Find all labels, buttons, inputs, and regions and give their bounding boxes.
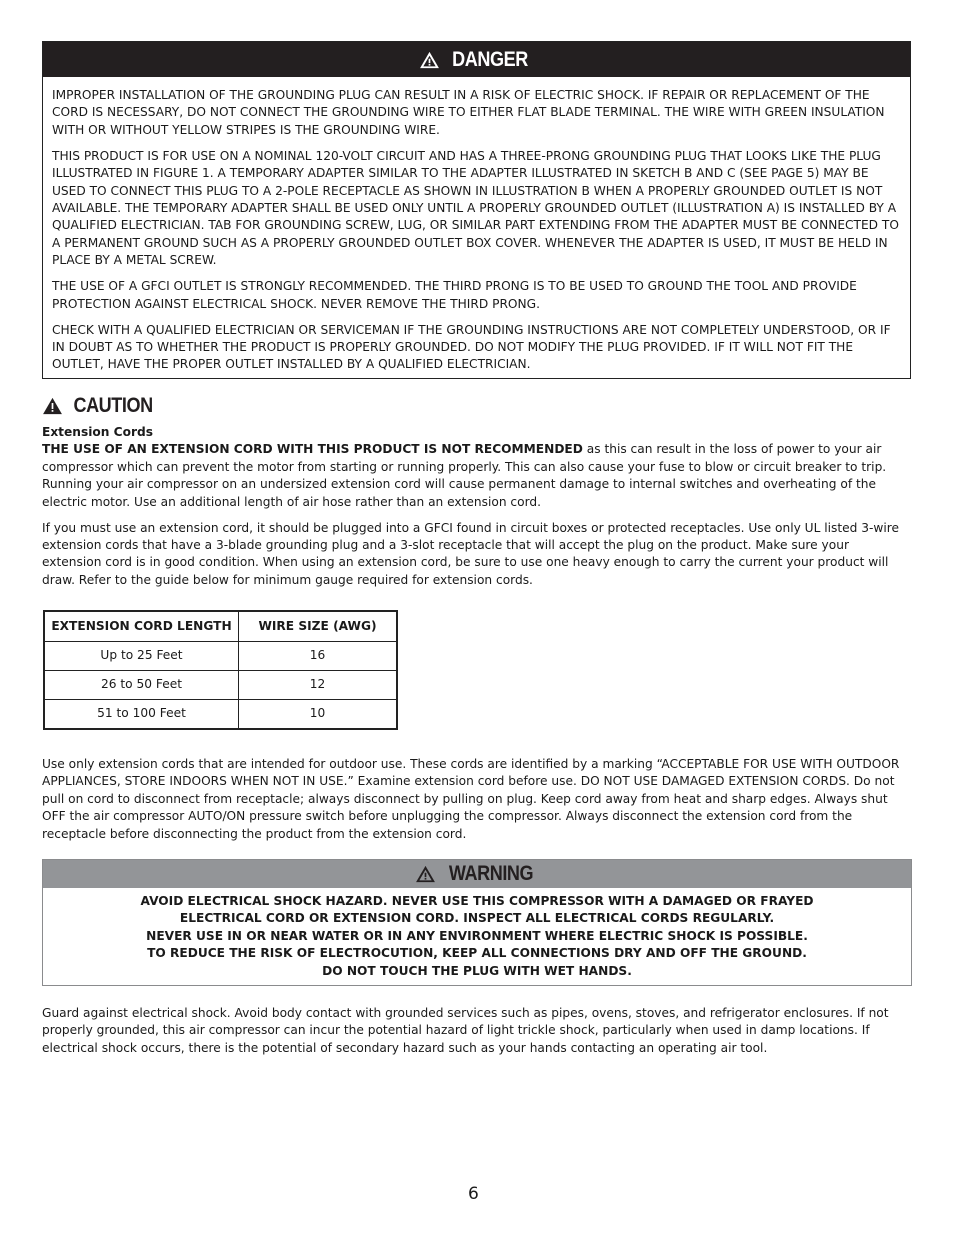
table-row — [44, 700, 397, 730]
outdoor-paragraph: Use only extension cords that are intended for outdoor use. These cords are identified by a marking “ACCEPTABLE FOR USE WITH OUTDOOR APPLIANCES, STORE INDOORS WHEN NOT IN USE.” Examine extension cord before use. DO NOT USE DAMAGED EXTENSION CORDS. Do not pull on cord to disconnect from receptacle; always disconnect by pulling on plug. Keep cord away from heat and sharp edges. Always shut OFF the air compressor AUTO/ON pressure switch before unplugging the compressor. Always disconnect the extension cord from the receptacle before disconnecting the product from the extension cord. — [42, 757, 900, 841]
table-header-row — [44, 611, 397, 642]
caution-title: CAUTION — [73, 394, 153, 418]
section-subheading: Extension Cords — [42, 425, 153, 439]
danger-title: DANGER — [452, 47, 528, 71]
caution-header — [42, 394, 159, 418]
table-cell: Up to 25 Feet — [44, 642, 239, 671]
table-cell: 51 to 100 Feet — [44, 700, 239, 730]
danger-paragraph: THE USE OF A GFCI OUTLET IS STRONGLY RECOMMENDED. THE THIRD PRONG IS TO BE USED TO GROUND THE TOOL AND PROVIDE PROTECTION AGAINST ELECTRICAL SHOCK. NEVER REMOVE THE THIRD PRONG. — [52, 279, 857, 311]
warning-triangle-icon — [42, 397, 63, 415]
outdoor-use-section — [42, 756, 912, 843]
guard-section — [42, 1005, 912, 1057]
danger-paragraph: IMPROPER INSTALLATION OF THE GROUNDING PLUG CAN RESULT IN A RISK OF ELECTRIC SHOCK. IF REPAIR OR REPLACEMENT OF THE CORD IS NECESSARY, DO NOT CONNECT THE GROUNDING WIRE TO EITHER FLAT BLADE TERMINAL. THE WIRE WITH GREEN INSULATION WITH OR WITHOUT YELLOW STRIPES IS THE GROUNDING WIRE. — [52, 88, 885, 137]
warning-box — [42, 859, 912, 986]
column-header: EXTENSION CORD LENGTH — [44, 611, 239, 642]
danger-header — [43, 42, 910, 77]
warning-line: ELECTRICAL CORD OR EXTENSION CORD. INSPECT ALL ELECTRICAL CORDS REGULARLY. — [179, 911, 775, 926]
danger-paragraph: THIS PRODUCT IS FOR USE ON A NOMINAL 120-VOLT CIRCUIT AND HAS A THREE-PRONG GROUNDING PLUG THAT LOOKS LIKE THE PLUG ILLUSTRATED IN FIGURE 1. A TEMPORARY ADAPTER SIMILAR TO THE ADAPTER ILLUSTRATED IN SKETCH B AND C (SEE PAGE 5) MAY BE USED TO CONNECT THIS PLUG TO A 2-POLE RECEPTACLE AS SHOWN IN ILLUSTRATION B WHEN A PROPERLY GROUNDED OUTLET IS NOT AVAILABLE. THE TEMPORARY ADAPTER SHALL BE USED ONLY UNTIL A PROPERLY GROUNDED OUTLET (ILLUSTRATION A) IS INSTALLED BY A QUALIFIED ELECTRICIAN. TAB FOR GROUNDING SCREW, LUG, OR SIMILAR PART EXTENDING FROM THE ADAPTER MUST BE CONNECTED TO A PERMANENT GROUND SUCH AS A PROPERLY GROUNDED OUTLET BOX COVER. WHENEVER THE ADAPTER IS USED, IT MUST BE HELD IN PLACE BY A METAL SCREW. — [52, 148, 899, 268]
table-row — [44, 671, 397, 700]
warning-body — [43, 888, 911, 980]
danger-box — [42, 41, 911, 379]
warning-triangle-icon — [419, 51, 440, 69]
table-cell: 26 to 50 Feet — [44, 671, 239, 700]
extension-cord-table — [43, 610, 398, 730]
lead-bold-text: THE USE OF AN EXTENSION CORD WITH THIS PRODUCT IS NOT RECOMMENDED — [42, 442, 583, 457]
warning-line: DO NOT TOUCH THE PLUG WITH WET HANDS. — [322, 963, 632, 978]
warning-triangle-icon — [415, 865, 436, 883]
caution-paragraph — [42, 441, 912, 511]
warning-line: AVOID ELECTRICAL SHOCK HAZARD. NEVER USE THIS COMPRESSOR WITH A DAMAGED OR FRAYED — [140, 894, 814, 908]
danger-body — [43, 77, 910, 374]
table-cell: 12 — [239, 671, 398, 700]
column-header: WIRE SIZE (AWG) — [239, 611, 398, 642]
danger-paragraph: CHECK WITH A QUALIFIED ELECTRICIAN OR SERVICEMAN IF THE GROUNDING INSTRUCTIONS ARE NOT COMPLETELY UNDERSTOOD, OR IF IN DOUBT AS TO WHETHER THE PRODUCT IS PROPERLY GROUNDED. DO NOT MODIFY THE PLUG PROVIDED. IF IT WILL NOT FIT THE OUTLET, HAVE THE PROPER OUTLET INSTALLED BY A QUALIFIED ELECTRICIAN. — [52, 322, 891, 372]
warning-line: NEVER USE IN OR NEAR WATER OR IN ANY ENVIRONMENT WHERE ELECTRIC SHOCK IS POSSIBLE. — [146, 928, 808, 943]
extension-cords-section — [42, 424, 912, 589]
warning-header — [43, 860, 911, 888]
lead-text: as this can result in the loss of power to your air compressor which can prevent the motor from starting or running properly. This can also cause your fuse to blow or circuit breaker to trip. Running your air compressor on an undersized extension cord will cause permanent damage to internal switches and overheating of the electric motor. Use an additional length of air hose rather than an extension cord. — [42, 442, 887, 509]
table-row — [44, 642, 397, 671]
guard-paragraph: Guard against electrical shock. Avoid body contact with grounded services such as pipes, ovens, stoves, and refrigerator enclosures. If not properly grounded, this air compressor can incur the potential hazard of light trickle shock, particularly when used in damp locations. If electrical shock occurs, there is the potential of secondary hazard such as your hands contacting an operating air tool. — [42, 1006, 889, 1055]
table-cell: 10 — [239, 700, 398, 730]
warning-title: WARNING — [448, 862, 533, 886]
warning-line: TO REDUCE THE RISK OF ELECTROCUTION, KEEP ALL CONNECTIONS DRY AND OFF THE GROUND. — [147, 946, 807, 961]
page-number: 6 — [468, 1184, 479, 1204]
caution-paragraph-2: If you must use an extension cord, it should be plugged into a GFCI found in circuit boxes or protected receptacles. Use only UL listed 3-wire extension cords that have a 3-blade grounding plug and a 3-slot receptacle that will accept the plug on the product. Make sure your extension cord is in good condition. When using an extension cord, be sure to use one heavy enough to carry the current your product will draw. Refer to the guide below for minimum gauge required for extension cords. — [42, 520, 900, 587]
table-cell: 16 — [239, 642, 398, 671]
